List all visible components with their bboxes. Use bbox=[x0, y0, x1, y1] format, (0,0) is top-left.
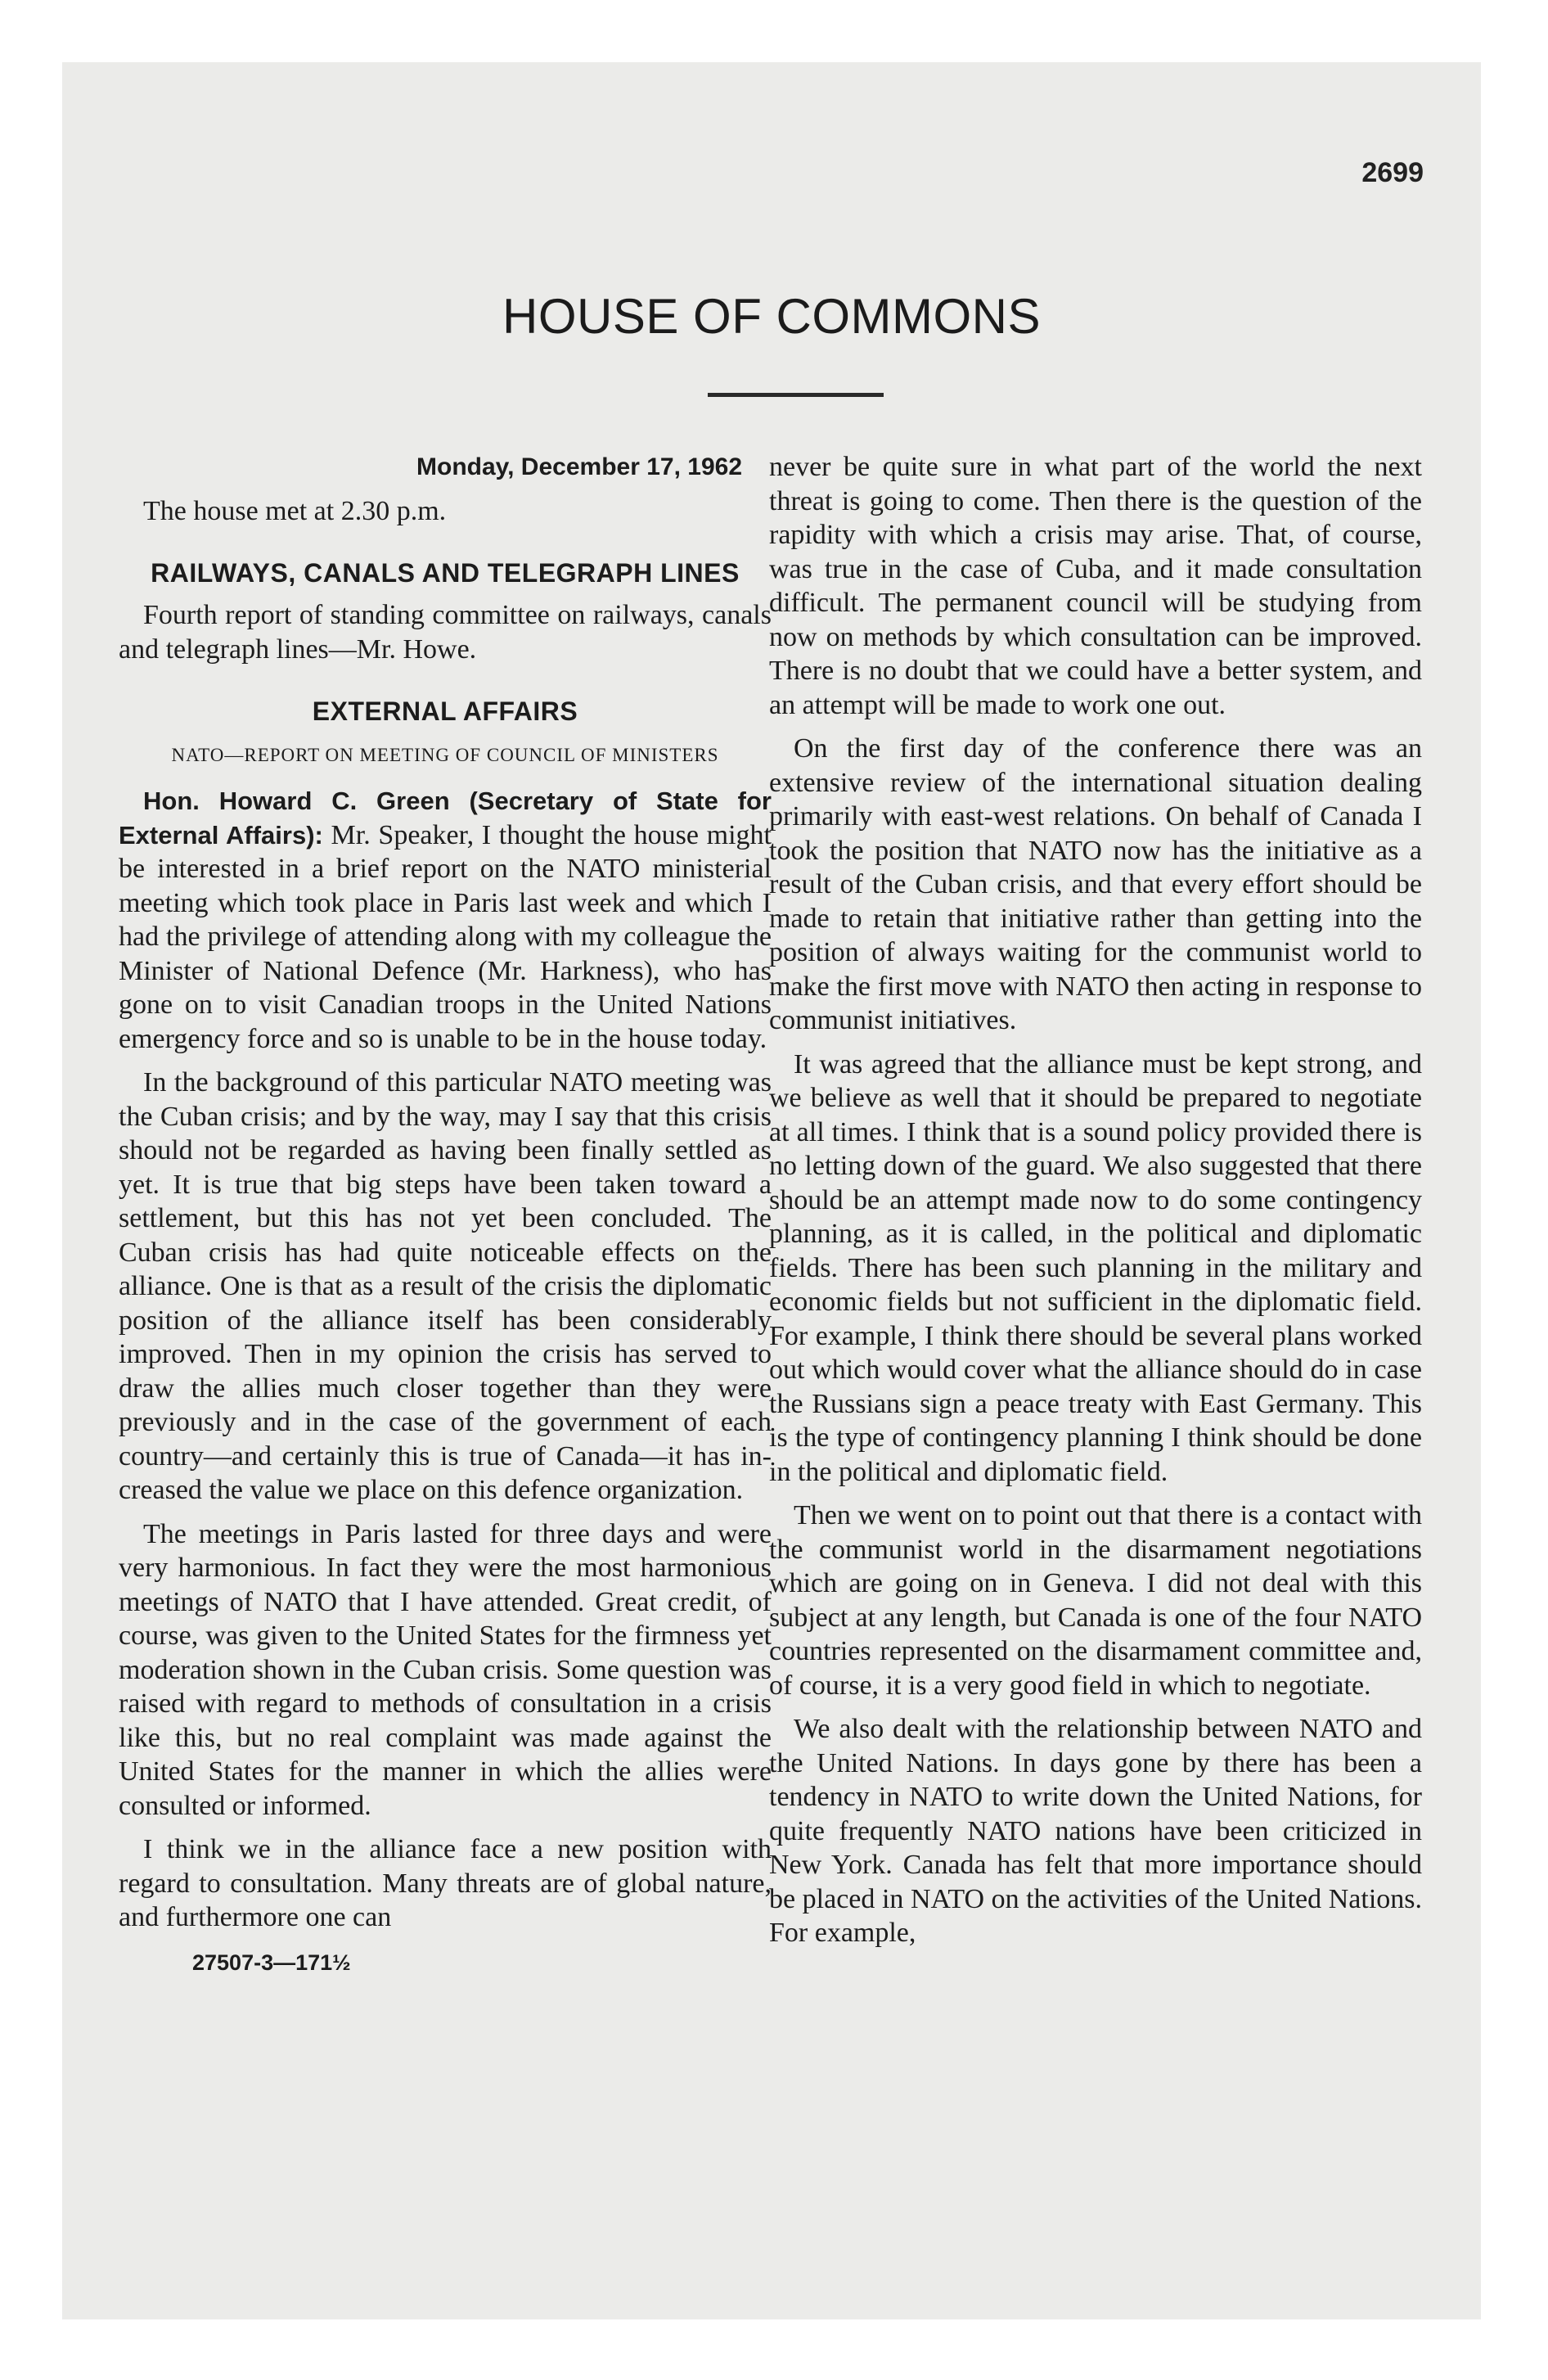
section-heading-external-affairs: EXTERNAL AFFAIRS bbox=[312, 696, 578, 726]
paragraph-continued: never be quite sure in what part of the world the next threat is going to come. Then there is the question of the rapidity with which a crisis may arise. That, of course, was true in the case of Cuba, and it made consultation difficult. The permanent council will be studying from now on methods by which consultation can be improved. There is no doubt that we could have a better system, and an attempt will be made to work one out. bbox=[769, 452, 1422, 720]
speaker-name: Hon. Howard C. Green (Secretary of State for External Affairs): bbox=[119, 787, 772, 850]
paragraph-speaker-intro bbox=[119, 784, 772, 1056]
title-rule bbox=[708, 393, 884, 397]
paragraph-consultation: I think we in the alliance face a new position with regard to consultation. Many threats are of global nature, and furthermore one can bbox=[119, 1834, 772, 1932]
sitting-date: Monday, December 17, 1962 bbox=[416, 453, 742, 480]
paragraph-united-nations: We also dealt with the relationship between NATO and the United Nations. In days gone by there has been a tendency in NATO to write down the United Nations, for quite frequently NATO nations have been criticized in New York. Canada has felt that more importance should be placed in NATO on the activities of the United Nations. For example, bbox=[769, 1714, 1422, 1948]
section-heading-railways: RAILWAYS, CANALS AND TELEGRAPH LINES bbox=[151, 558, 740, 588]
paragraph-disarmament: Then we went on to point out that there is a contact with the communist world in the disarmament negotiations which are going on in Geneva. I did not deal with this subject at any length, but Canada is one of the four NATO countries represented on the disarmament committee and, of course, it is a very good field in which to negotiate. bbox=[769, 1500, 1422, 1701]
subheading-nato-report: NATO—REPORT ON MEETING OF COUNCIL OF MINISTERS bbox=[171, 745, 719, 765]
house-met-text: The house met at 2.30 p.m. bbox=[143, 495, 447, 526]
printer-signature: 27507-3—171½ bbox=[192, 1950, 351, 1975]
page-number: 2699 bbox=[1361, 157, 1424, 188]
speech-text: Mr. Speaker, I thought the house might be interested in a brief report on the NATO ministerial meeting which took place in Paris last week and which I had the privilege of attending along with my colleague the Minister of National Defence (Mr. Harkness), who has gone on to visit Canadian troops in the United Nations emergency force and so is unable to be in the house today. bbox=[119, 819, 772, 1054]
left-column bbox=[119, 450, 772, 1980]
paragraph-paris-meetings: The meetings in Paris lasted for three days and were very harmonious. In fact they were the most harmonious meetings of NATO that I have attended. Great credit, of course, was given to the United States for the firmness yet moderation shown in the Cuban crisis. Some question was raised with regard to methods of consultation in a crisis like this, but no real complaint was made against the United States for the manner in which the allies were consulted or informed. bbox=[119, 1518, 772, 1821]
masthead-title: HOUSE OF COMMONS bbox=[502, 289, 1041, 344]
document-page bbox=[62, 62, 1481, 2319]
paragraph-first-day: On the first day of the conference there was an extensive review of the international situation dealing primarily with east-west relations. On behalf of Canada I took the position that NATO now has the initiative as a result of the Cuban crisis, and that every effort should be made to retain that initiative rather than getting into the position of always waiting for the communist world to make the first move with NATO then acting in response to communist initiatives. bbox=[769, 733, 1422, 1035]
right-column bbox=[769, 450, 1422, 1950]
committee-report-text: Fourth report of standing committee on railways, canals and telegraph lines—Mr. Howe. bbox=[119, 600, 772, 665]
paragraph-alliance-strong: It was agreed that the alliance must be kept strong, and we believe as well that it should be prepared to negotiate at all times. I think that is a sound policy provided there is no letting down of the guard. We also suggested that there should be an attempt made now to do some contingency planning, as it is called, in the political and diplomatic fields. There has been such planning in the military and economic fields but not sufficient in the diplomatic field. For example, I think there should be several plans worked out which would cover what the alliance should do in case the Russians sign a peace treaty with East Germany. This is the type of contingency planning I think should be done in the political and diplomatic field. bbox=[769, 1048, 1422, 1487]
paragraph-cuban-crisis: In the background of this particular NATO meeting was the Cuban crisis; and by the way, may I say that this crisis should not be regarded as having been finally settled as yet. It is true that big steps have been taken toward a settlement, but this has not yet been concluded. The Cuban crisis has had quite noticeable effects on the alliance. One is that as a result of the crisis the diplomatic position of the alliance itself has been considerably improved. Then in my opinion the crisis has served to draw the allies much closer together than they were previously and in the case of the government of each country—and certainly this is true of Canada—it has increased the value we place on this defence organization. bbox=[119, 1067, 772, 1505]
